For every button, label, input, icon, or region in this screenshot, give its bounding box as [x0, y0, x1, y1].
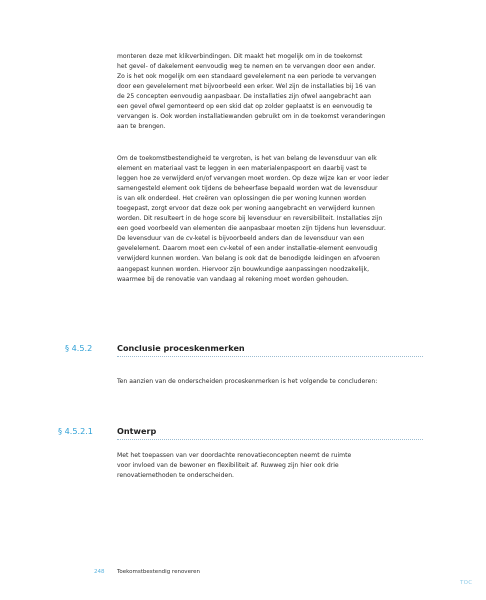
section-number: § 4.5.2	[65, 343, 93, 353]
text-line: aangepast kunnen worden. Hiervoor zijn bouwkundige aanpassingen noodzakelijk,	[117, 265, 370, 273]
paragraph-1	[117, 52, 407, 132]
text-line: Zo is het ook mogelijk om een standaard gevelelement na een periode te vervangen	[117, 73, 377, 81]
text-line: element en materiaal vast te leggen in een materialenpaspoort en daarbij vast te	[117, 165, 367, 173]
heading-divider	[117, 439, 423, 440]
paragraph-4	[117, 451, 407, 481]
text-line: vervangen is. Ook worden installatiewanden gebruikt om in de toekomst veranderingen	[117, 113, 386, 121]
toc-link[interactable]: TOC	[460, 580, 473, 586]
paragraph-2	[117, 154, 407, 285]
text-line: voor invloed van de bewoner en flexibiliteit af. Ruwweg zijn hier ook drie	[117, 462, 339, 470]
text-line: het gevel- of dakelement eenvoudig weg te nemen en te vervangen door een ander.	[117, 63, 376, 71]
text-line: leggen hoe ze verwijderd en/of vervangen moet worden. Op deze wijze kan er voor ieder	[117, 175, 389, 183]
text-line: samengesteld element ook tijdens de beheerfase bepaald worden wat de levensduur	[117, 185, 378, 193]
text-line: Om de toekomstbestendigheid te vergroten, is het van belang de levensduur van elk	[117, 155, 377, 162]
text-line: een gevel ofwel gemonteerd op een skid dat op zolder geplaatst is en eenvoudig te	[117, 103, 373, 111]
text-line: gevelelement. Daarom moet een cv-ketel of een ander installatie-element eenvoudig	[117, 245, 378, 253]
paragraph-3	[117, 377, 407, 387]
text-line: verwijderd kunnen worden. Van belang is ook dat de benodigde leidingen en afvoeren	[117, 255, 380, 263]
text-line: de 25 concepten eenvoudig aanpasbaar. De installaties zijn ofwel aangebracht aan	[117, 93, 372, 101]
text-line: toegepast, zorgt ervoor dat deze ook per woning aangebracht en verwijderd kunnen	[117, 205, 375, 213]
section-number: § 4.5.2.1	[58, 426, 93, 436]
text-line: waarmee bij de renovatie van vandaag al rekening moet worden gehouden.	[117, 275, 349, 283]
section-title: Ontwerp	[117, 426, 157, 436]
heading-divider	[117, 356, 423, 357]
text-line: is van elk onderdeel. Het creëren van oplossingen die per woning kunnen worden	[117, 195, 366, 203]
section-heading-4-5-2-1	[0, 426, 486, 438]
text-line: Met het toepassen van ver doordachte renovatieconcepten neemt de ruimte	[117, 452, 352, 459]
text-line: door een gevelelement met bijvoorbeeld een erker. Wel zijn de installaties bij 16 van	[117, 83, 376, 91]
text-line: monteren deze met klikverbindingen. Dit maakt het mogelijk om in de toekomst	[117, 53, 363, 60]
text-line: een goed voorbeeld van elementen die aanpasbaar moeten zijn tijdens hun levensduur.	[117, 225, 386, 233]
text-line: aan te brengen.	[117, 123, 166, 131]
page-number: 248	[94, 569, 105, 575]
running-footer-title: Toekomstbestendig renoveren	[117, 569, 200, 575]
section-title: Conclusie proceskenmerken	[117, 343, 245, 353]
text-line: De levensduur van de cv-ketel is bijvoorbeeld anders dan de levensduur van een	[117, 235, 365, 243]
text-line: renovatiemethoden te onderscheiden.	[117, 472, 234, 480]
text-line: worden. Dit resulteert in de hoge score bij levensduur en reversibiliteit. Installaties zijn	[117, 215, 383, 223]
text-line: Ten aanzien van de onderscheiden proceskenmerken is het volgende te concluderen:	[117, 378, 378, 385]
section-heading-4-5-2	[0, 343, 486, 355]
